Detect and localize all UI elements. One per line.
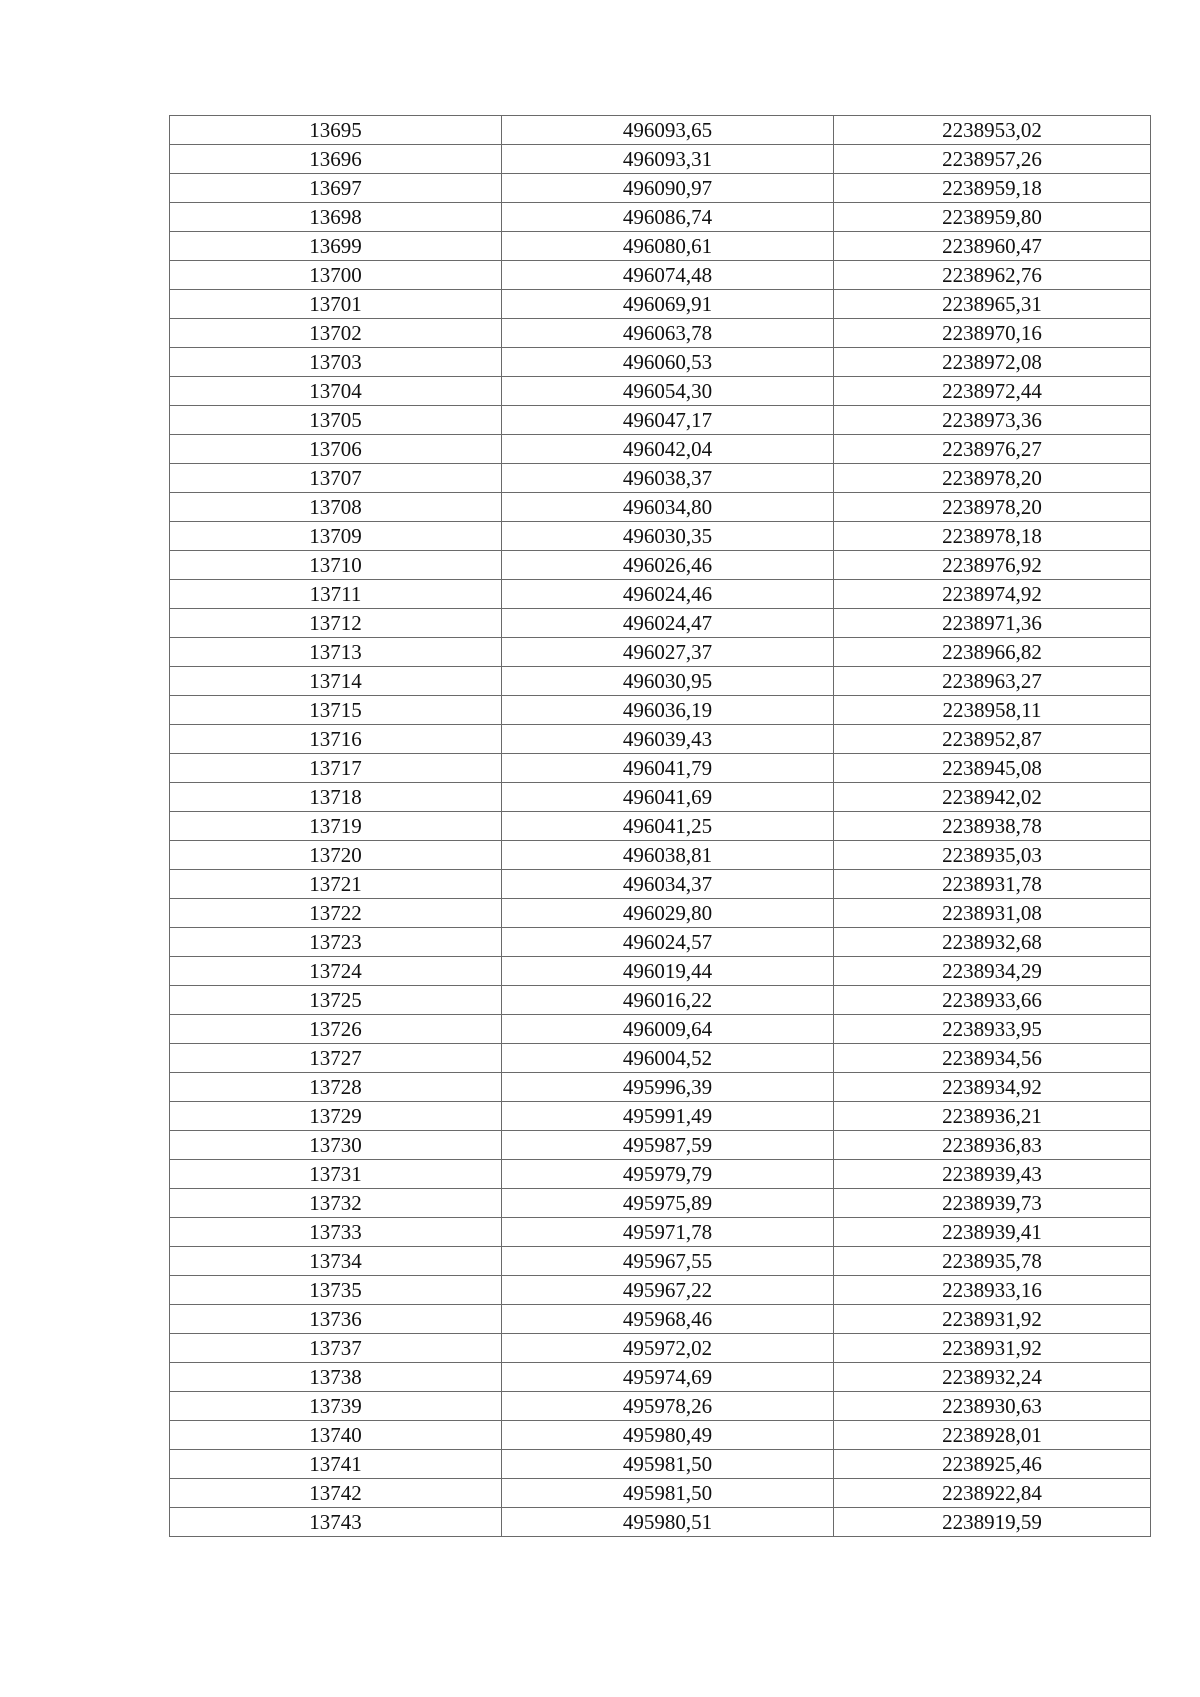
y-coordinate-cell: 2238957,26: [834, 145, 1151, 174]
coordinates-table-body: [170, 116, 1151, 1537]
y-coordinate-cell: 2238933,95: [834, 1015, 1151, 1044]
y-coordinate-cell: 2238973,36: [834, 406, 1151, 435]
table-row: [170, 928, 1151, 957]
y-coordinate-cell: 2238934,56: [834, 1044, 1151, 1073]
point-number-cell: 13741: [170, 1450, 502, 1479]
y-coordinate-cell: 2238976,92: [834, 551, 1151, 580]
x-coordinate-cell: 495974,69: [502, 1363, 834, 1392]
point-number-cell: 13721: [170, 870, 502, 899]
x-coordinate-cell: 496038,81: [502, 841, 834, 870]
point-number-cell: 13732: [170, 1189, 502, 1218]
point-number-cell: 13723: [170, 928, 502, 957]
y-coordinate-cell: 2238925,46: [834, 1450, 1151, 1479]
y-coordinate-cell: 2238952,87: [834, 725, 1151, 754]
table-row: [170, 464, 1151, 493]
x-coordinate-cell: 495967,55: [502, 1247, 834, 1276]
y-coordinate-cell: 2238966,82: [834, 638, 1151, 667]
x-coordinate-cell: 496034,80: [502, 493, 834, 522]
table-row: [170, 435, 1151, 464]
table-row: [170, 783, 1151, 812]
table-row: [170, 203, 1151, 232]
point-number-cell: 13700: [170, 261, 502, 290]
point-number-cell: 13716: [170, 725, 502, 754]
table-row: [170, 522, 1151, 551]
point-number-cell: 13719: [170, 812, 502, 841]
table-row: [170, 261, 1151, 290]
y-coordinate-cell: 2238939,41: [834, 1218, 1151, 1247]
point-number-cell: 13739: [170, 1392, 502, 1421]
point-number-cell: 13734: [170, 1247, 502, 1276]
x-coordinate-cell: 496093,65: [502, 116, 834, 145]
point-number-cell: 13711: [170, 580, 502, 609]
y-coordinate-cell: 2238922,84: [834, 1479, 1151, 1508]
table-row: [170, 696, 1151, 725]
table-row: [170, 145, 1151, 174]
x-coordinate-cell: 495981,50: [502, 1450, 834, 1479]
point-number-cell: 13737: [170, 1334, 502, 1363]
point-number-cell: 13707: [170, 464, 502, 493]
y-coordinate-cell: 2238971,36: [834, 609, 1151, 638]
point-number-cell: 13709: [170, 522, 502, 551]
point-number-cell: 13698: [170, 203, 502, 232]
x-coordinate-cell: 496093,31: [502, 145, 834, 174]
y-coordinate-cell: 2238931,78: [834, 870, 1151, 899]
table-row: [170, 1073, 1151, 1102]
x-coordinate-cell: 496030,95: [502, 667, 834, 696]
x-coordinate-cell: 496034,37: [502, 870, 834, 899]
x-coordinate-cell: 496041,79: [502, 754, 834, 783]
point-number-cell: 13742: [170, 1479, 502, 1508]
y-coordinate-cell: 2238976,27: [834, 435, 1151, 464]
point-number-cell: 13733: [170, 1218, 502, 1247]
y-coordinate-cell: 2238934,29: [834, 957, 1151, 986]
point-number-cell: 13714: [170, 667, 502, 696]
y-coordinate-cell: 2238945,08: [834, 754, 1151, 783]
point-number-cell: 13701: [170, 290, 502, 319]
table-row: [170, 899, 1151, 928]
point-number-cell: 13717: [170, 754, 502, 783]
point-number-cell: 13736: [170, 1305, 502, 1334]
table-row: [170, 493, 1151, 522]
y-coordinate-cell: 2238960,47: [834, 232, 1151, 261]
x-coordinate-cell: 496024,57: [502, 928, 834, 957]
y-coordinate-cell: 2238933,16: [834, 1276, 1151, 1305]
x-coordinate-cell: 496086,74: [502, 203, 834, 232]
x-coordinate-cell: 495978,26: [502, 1392, 834, 1421]
point-number-cell: 13735: [170, 1276, 502, 1305]
point-number-cell: 13713: [170, 638, 502, 667]
table-row: [170, 1015, 1151, 1044]
y-coordinate-cell: 2238978,20: [834, 493, 1151, 522]
table-row: [170, 1392, 1151, 1421]
point-number-cell: 13724: [170, 957, 502, 986]
x-coordinate-cell: 495980,51: [502, 1508, 834, 1537]
table-row: [170, 551, 1151, 580]
table-row: [170, 725, 1151, 754]
table-row: [170, 319, 1151, 348]
x-coordinate-cell: 496026,46: [502, 551, 834, 580]
x-coordinate-cell: 496054,30: [502, 377, 834, 406]
y-coordinate-cell: 2238978,18: [834, 522, 1151, 551]
table-row: [170, 377, 1151, 406]
y-coordinate-cell: 2238932,24: [834, 1363, 1151, 1392]
x-coordinate-cell: 496027,37: [502, 638, 834, 667]
y-coordinate-cell: 2238931,08: [834, 899, 1151, 928]
x-coordinate-cell: 496004,52: [502, 1044, 834, 1073]
y-coordinate-cell: 2238930,63: [834, 1392, 1151, 1421]
coordinates-table: [169, 115, 1151, 1537]
table-row: [170, 812, 1151, 841]
point-number-cell: 13725: [170, 986, 502, 1015]
y-coordinate-cell: 2238919,59: [834, 1508, 1151, 1537]
table-row: [170, 1421, 1151, 1450]
x-coordinate-cell: 496042,04: [502, 435, 834, 464]
x-coordinate-cell: 495980,49: [502, 1421, 834, 1450]
point-number-cell: 13699: [170, 232, 502, 261]
x-coordinate-cell: 496024,46: [502, 580, 834, 609]
point-number-cell: 13740: [170, 1421, 502, 1450]
point-number-cell: 13697: [170, 174, 502, 203]
y-coordinate-cell: 2238939,43: [834, 1160, 1151, 1189]
point-number-cell: 13730: [170, 1131, 502, 1160]
table-row: [170, 754, 1151, 783]
point-number-cell: 13702: [170, 319, 502, 348]
y-coordinate-cell: 2238972,44: [834, 377, 1151, 406]
point-number-cell: 13729: [170, 1102, 502, 1131]
x-coordinate-cell: 496039,43: [502, 725, 834, 754]
y-coordinate-cell: 2238935,03: [834, 841, 1151, 870]
y-coordinate-cell: 2238938,78: [834, 812, 1151, 841]
table-row: [170, 1218, 1151, 1247]
table-row: [170, 1508, 1151, 1537]
x-coordinate-cell: 495968,46: [502, 1305, 834, 1334]
point-number-cell: 13722: [170, 899, 502, 928]
table-row: [170, 1160, 1151, 1189]
table-row: [170, 1479, 1151, 1508]
y-coordinate-cell: 2238939,73: [834, 1189, 1151, 1218]
table-row: [170, 841, 1151, 870]
point-number-cell: 13726: [170, 1015, 502, 1044]
x-coordinate-cell: 496024,47: [502, 609, 834, 638]
table-row: [170, 1276, 1151, 1305]
y-coordinate-cell: 2238936,83: [834, 1131, 1151, 1160]
y-coordinate-cell: 2238959,80: [834, 203, 1151, 232]
x-coordinate-cell: 495972,02: [502, 1334, 834, 1363]
x-coordinate-cell: 496090,97: [502, 174, 834, 203]
point-number-cell: 13727: [170, 1044, 502, 1073]
x-coordinate-cell: 496029,80: [502, 899, 834, 928]
y-coordinate-cell: 2238931,92: [834, 1334, 1151, 1363]
x-coordinate-cell: 495987,59: [502, 1131, 834, 1160]
x-coordinate-cell: 496041,69: [502, 783, 834, 812]
x-coordinate-cell: 496041,25: [502, 812, 834, 841]
point-number-cell: 13715: [170, 696, 502, 725]
x-coordinate-cell: 496069,91: [502, 290, 834, 319]
table-row: [170, 232, 1151, 261]
x-coordinate-cell: 495975,89: [502, 1189, 834, 1218]
y-coordinate-cell: 2238928,01: [834, 1421, 1151, 1450]
y-coordinate-cell: 2238959,18: [834, 174, 1151, 203]
table-row: [170, 1305, 1151, 1334]
point-number-cell: 13712: [170, 609, 502, 638]
point-number-cell: 13708: [170, 493, 502, 522]
y-coordinate-cell: 2238958,11: [834, 696, 1151, 725]
x-coordinate-cell: 495996,39: [502, 1073, 834, 1102]
table-row: [170, 1363, 1151, 1392]
x-coordinate-cell: 496036,19: [502, 696, 834, 725]
x-coordinate-cell: 496060,53: [502, 348, 834, 377]
point-number-cell: 13703: [170, 348, 502, 377]
y-coordinate-cell: 2238963,27: [834, 667, 1151, 696]
x-coordinate-cell: 496016,22: [502, 986, 834, 1015]
table-row: [170, 638, 1151, 667]
y-coordinate-cell: 2238935,78: [834, 1247, 1151, 1276]
y-coordinate-cell: 2238942,02: [834, 783, 1151, 812]
point-number-cell: 13710: [170, 551, 502, 580]
y-coordinate-cell: 2238965,31: [834, 290, 1151, 319]
point-number-cell: 13718: [170, 783, 502, 812]
y-coordinate-cell: 2238962,76: [834, 261, 1151, 290]
table-row: [170, 609, 1151, 638]
point-number-cell: 13695: [170, 116, 502, 145]
y-coordinate-cell: 2238931,92: [834, 1305, 1151, 1334]
table-row: [170, 406, 1151, 435]
table-row: [170, 1450, 1151, 1479]
table-row: [170, 1131, 1151, 1160]
x-coordinate-cell: 495981,50: [502, 1479, 834, 1508]
x-coordinate-cell: 496009,64: [502, 1015, 834, 1044]
table-row: [170, 1334, 1151, 1363]
point-number-cell: 13743: [170, 1508, 502, 1537]
x-coordinate-cell: 495991,49: [502, 1102, 834, 1131]
x-coordinate-cell: 496019,44: [502, 957, 834, 986]
y-coordinate-cell: 2238970,16: [834, 319, 1151, 348]
x-coordinate-cell: 496047,17: [502, 406, 834, 435]
table-row: [170, 667, 1151, 696]
y-coordinate-cell: 2238933,66: [834, 986, 1151, 1015]
point-number-cell: 13731: [170, 1160, 502, 1189]
table-row: [170, 1044, 1151, 1073]
x-coordinate-cell: 495979,79: [502, 1160, 834, 1189]
point-number-cell: 13704: [170, 377, 502, 406]
point-number-cell: 13706: [170, 435, 502, 464]
y-coordinate-cell: 2238932,68: [834, 928, 1151, 957]
table-row: [170, 580, 1151, 609]
table-row: [170, 870, 1151, 899]
x-coordinate-cell: 496030,35: [502, 522, 834, 551]
x-coordinate-cell: 496080,61: [502, 232, 834, 261]
y-coordinate-cell: 2238972,08: [834, 348, 1151, 377]
point-number-cell: 13705: [170, 406, 502, 435]
y-coordinate-cell: 2238936,21: [834, 1102, 1151, 1131]
table-row: [170, 290, 1151, 319]
table-row: [170, 1247, 1151, 1276]
table-row: [170, 986, 1151, 1015]
point-number-cell: 13720: [170, 841, 502, 870]
table-row: [170, 1102, 1151, 1131]
table-row: [170, 174, 1151, 203]
table-row: [170, 1189, 1151, 1218]
x-coordinate-cell: 495971,78: [502, 1218, 834, 1247]
table-row: [170, 116, 1151, 145]
x-coordinate-cell: 496038,37: [502, 464, 834, 493]
table-row: [170, 957, 1151, 986]
x-coordinate-cell: 496074,48: [502, 261, 834, 290]
point-number-cell: 13696: [170, 145, 502, 174]
x-coordinate-cell: 496063,78: [502, 319, 834, 348]
x-coordinate-cell: 495967,22: [502, 1276, 834, 1305]
y-coordinate-cell: 2238978,20: [834, 464, 1151, 493]
y-coordinate-cell: 2238974,92: [834, 580, 1151, 609]
point-number-cell: 13738: [170, 1363, 502, 1392]
y-coordinate-cell: 2238953,02: [834, 116, 1151, 145]
point-number-cell: 13728: [170, 1073, 502, 1102]
y-coordinate-cell: 2238934,92: [834, 1073, 1151, 1102]
table-row: [170, 348, 1151, 377]
